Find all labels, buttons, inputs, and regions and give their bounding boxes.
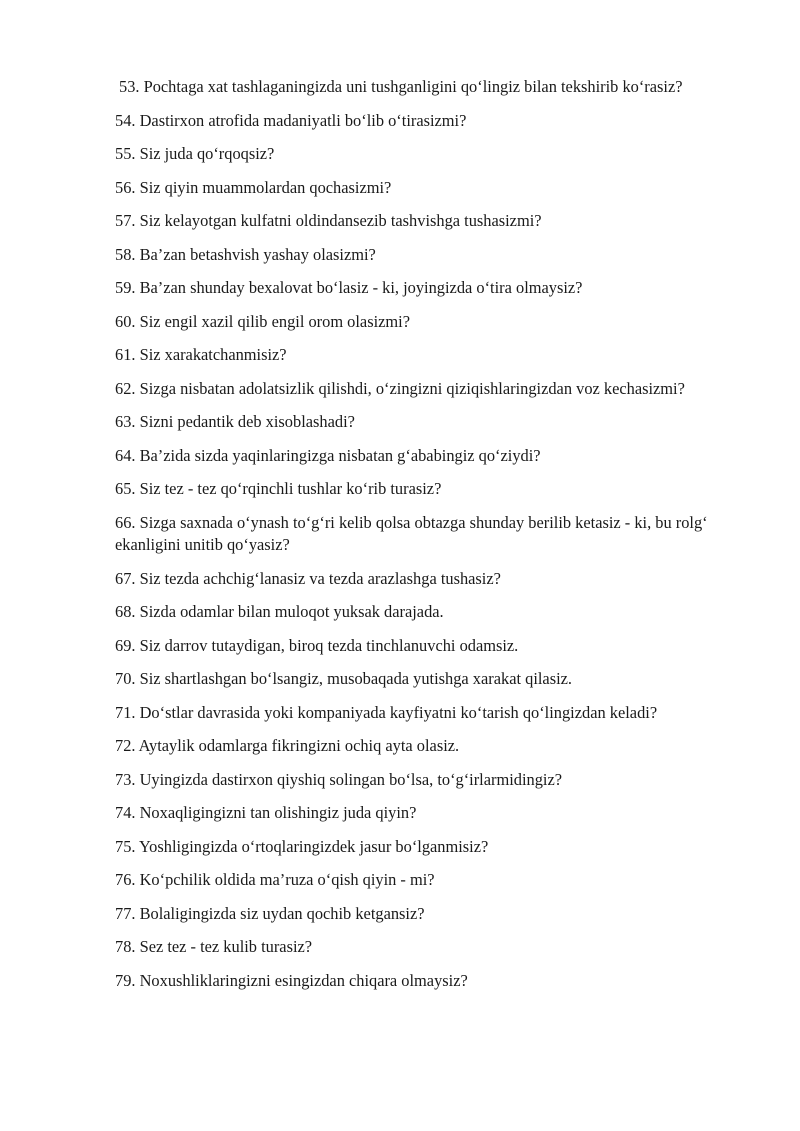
question-item: 74. Noxaqligingizni tan olishingiz juda qiyin? [115, 803, 417, 822]
question-item: 54. Dastirxon atrofida madaniyatli bo‘lib o‘tirasizmi? [115, 110, 467, 130]
question-item: 73. Uyingizda dastirxon qiyshiq solingan bo‘lsa, to‘g‘irlarmidingiz? [115, 769, 563, 789]
question-item: 60. Siz engil xazil qilib engil orom olasizmi? [115, 311, 410, 331]
question-item: 53. Pochtaga xat tashlaganingizda uni tushganligini qo‘lingiz bilan tekshirib ko‘rasiz? [119, 77, 683, 96]
question-item: 56. Siz qiyin muammolardan qochasizmi? [115, 177, 392, 197]
question-item: 71. Do‘stlar davrasida yoki kompaniyada kayfiyatni ko‘tarish qo‘lingizdan keladi? [115, 702, 658, 722]
question-item: 67. Siz tezda achchig‘lanasiz va tezda arazlashga tushasiz? [115, 568, 501, 588]
question-item: 68. Sizda odamlar bilan muloqot yuksak darajada. [115, 602, 444, 621]
question-item: 59. Ba’zan shunday bexalovat bo‘lasiz - ki, joyingizda o‘tira olmaysiz? [115, 278, 583, 297]
question-item: 63. Sizni pedantik deb xisoblashadi? [115, 412, 355, 431]
question-item: 75. Yoshligingizda o‘rtoqlaringizdek jasur bo‘lganmisiz? [115, 836, 489, 856]
question-item: 79. Noxushliklaringizni esingizdan chiqara olmaysiz? [115, 970, 468, 990]
question-item: 72. Aytaylik odamlarga fikringizni ochiq ayta olasiz. [115, 736, 460, 755]
question-list [115, 76, 745, 1003]
question-item: 58. Ba’zan betashvish yashay olasizmi? [115, 244, 376, 264]
question-item: 61. Siz xarakatchanmisiz? [115, 345, 287, 364]
question-item: 65. Siz tez - tez qo‘rqinchli tushlar ko‘rib turasiz? [115, 479, 442, 498]
question-item: 69. Siz darrov tutaydigan, biroq tezda tinchlanuvchi odamsiz. [115, 635, 519, 655]
question-item: 62. Sizga nisbatan adolatsizlik qilishdi, o‘zingizni qiziqishlaringizdan voz kechasizmi? [115, 378, 685, 398]
question-item: 78. Sez tez - tez kulib turasiz? [115, 937, 313, 956]
question-item: 66. Sizga saxnada o‘ynash to‘g‘ri kelib qolsa obtazga shunday berilib ketasiz - ki, bu rolg‘ ekanligini unitib qo‘yasiz? [115, 512, 708, 554]
question-item: 77. Bolaligingizda siz uydan qochib ketgansiz? [115, 903, 425, 923]
question-item: 64. Ba’zida sizda yaqinlaringizga nisbatan g‘ababingiz qo‘ziydi? [115, 445, 541, 465]
question-item: 57. Siz kelayotgan kulfatni oldindansezib tashvishga tushasizmi? [115, 211, 542, 230]
question-item: 70. Siz shartlashgan bo‘lsangiz, musobaqada yutishga xarakat qilasiz. [115, 669, 573, 688]
question-item: 76. Ko‘pchilik oldida ma’ruza o‘qish qiyin - mi? [115, 870, 435, 889]
question-item: 55. Siz juda qo‘rqoqsiz? [115, 144, 275, 163]
